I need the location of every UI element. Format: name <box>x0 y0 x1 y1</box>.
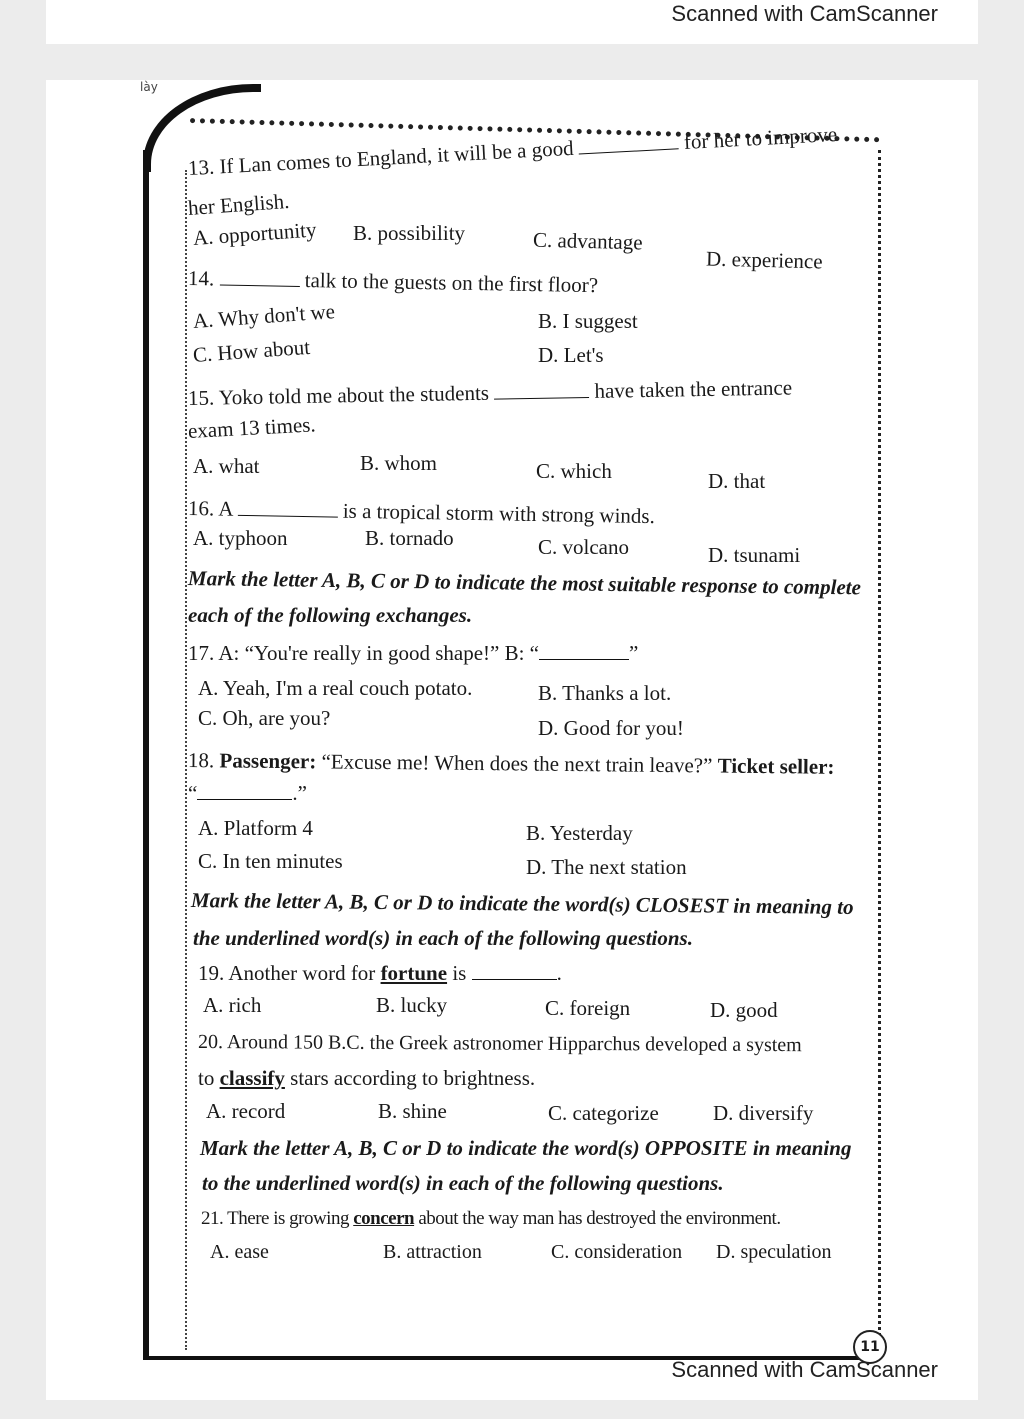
q18-number: 18. <box>187 748 215 773</box>
q18-passenger-label: Passenger: <box>219 748 317 774</box>
q20-text-b: to <box>198 1066 215 1090</box>
q15-text-a: 15. Yoko told me about the students <box>187 380 490 410</box>
corner-mark: lày <box>140 80 158 94</box>
watermark-bottom: Scanned with CamScanner <box>671 1357 938 1382</box>
q20-option-d: D. diversify <box>713 1101 814 1125</box>
q21-underlined-word: concern <box>353 1208 415 1229</box>
page-number-badge: 11 <box>853 1330 887 1364</box>
q14-option-c: C. How about <box>192 334 311 367</box>
q20-text-c: stars according to brightness. <box>290 1066 536 1090</box>
q14-option-a: A. Why don't we <box>192 299 336 333</box>
q16-option-b: B. tornado <box>365 526 454 550</box>
q19-option-c: C. foreign <box>545 996 631 1020</box>
instruction-2-line-1: Mark the letter A, B, C or D to indicate the word(s) CLOSEST in meaning to <box>190 888 854 919</box>
instruction-3-line-1: Mark the letter A, B, C or D to indicate the word(s) OPPOSITE in meaning <box>200 1136 852 1160</box>
instruction-1-line-2: each of the following exchanges. <box>188 603 473 627</box>
q20-option-b: B. shine <box>378 1099 447 1123</box>
q18-option-b: B. Yesterday <box>526 821 633 845</box>
q20-option-c: C. categorize <box>548 1101 659 1125</box>
question-19 <box>198 960 562 986</box>
instruction-1-line-1: Mark the letter A, B, C or D to indicate the most suitable response to complete <box>187 566 862 600</box>
q16-text-a: 16. A <box>187 496 233 521</box>
q15-option-c: C. which <box>536 459 612 483</box>
frame-inner-dots <box>185 170 187 1350</box>
q18-open-quote: “ <box>188 781 198 805</box>
q20-line-2 <box>198 1065 535 1091</box>
q20-option-a: A. record <box>206 1099 286 1123</box>
q18-option-d: D. The next station <box>526 855 687 879</box>
q16-option-c: C. volcano <box>538 535 629 559</box>
q17-blank <box>539 640 629 660</box>
q19-option-b: B. lucky <box>376 993 448 1017</box>
q15-blank <box>494 378 589 400</box>
q19-text-b: is <box>452 961 467 985</box>
q17-option-b: B. Thanks a lot. <box>538 681 672 705</box>
q20-underlined-word: classify <box>219 1066 285 1090</box>
q14-number: 14. <box>187 266 215 291</box>
q13-option-d: D. experience <box>705 246 823 274</box>
q21-option-c: C. consideration <box>551 1241 683 1263</box>
q17-text-b: ” <box>629 641 639 665</box>
q14-text: talk to the guests on the first floor? <box>304 268 599 298</box>
q19-underlined-word: fortune <box>380 961 448 985</box>
q18-close-quote: .” <box>292 781 307 805</box>
q14-option-d: D. Let's <box>538 343 604 367</box>
q20-text-a: 20. Around 150 B.C. the Greek astronomer Hipparchus developed a system <box>197 1031 802 1057</box>
q16-text-b: is a tropical storm with strong winds. <box>342 498 656 529</box>
question-21 <box>201 1207 781 1231</box>
q13-blank <box>578 129 679 154</box>
q21-option-b: B. attraction <box>383 1241 482 1263</box>
q21-option-a: A. ease <box>210 1241 269 1263</box>
watermark-top: Scanned with CamScanner <box>671 1 938 26</box>
q17-text-a: 17. A: “You're really in good shape!” B: “ <box>188 641 540 665</box>
q19-option-a: A. rich <box>203 993 262 1017</box>
q13-text-b: for her to improve <box>683 121 838 154</box>
q16-blank <box>237 496 337 518</box>
q15-option-b: B. whom <box>360 451 438 475</box>
instruction-3-line-2: to the underlined word(s) in each of the following questions. <box>202 1171 724 1195</box>
question-17 <box>188 640 638 666</box>
q19-text-a: 19. Another word for <box>198 961 376 985</box>
q13-option-c: C. advantage <box>532 227 643 255</box>
q21-text-b: about the way man has destroyed the environment. <box>418 1208 781 1229</box>
q19-period: . <box>556 961 562 985</box>
q19-option-d: D. good <box>710 998 778 1022</box>
q17-option-a: A. Yeah, I'm a real couch potato. <box>198 676 473 700</box>
q15-text-b: have taken the entrance <box>594 375 793 403</box>
q18-option-c: C. In ten minutes <box>198 849 343 873</box>
q16-option-a: A. typhoon <box>193 526 288 550</box>
q18-ticket-seller-label: Ticket seller: <box>717 753 835 779</box>
q17-option-c: C. Oh, are you? <box>198 706 331 730</box>
q13-option-b: B. possibility <box>353 221 466 245</box>
q18-blank <box>197 780 292 800</box>
q14-blank <box>219 266 299 287</box>
q21-text-a: 21. There is growing <box>201 1208 349 1229</box>
q15-option-a: A. what <box>193 454 260 478</box>
q17-option-d: D. Good for you! <box>538 716 684 740</box>
q15-option-d: D. that <box>708 469 766 493</box>
q19-blank <box>472 960 557 980</box>
q13-option-a: A. opportunity <box>192 217 318 250</box>
q15-text-c: exam 13 times. <box>187 412 317 443</box>
q16-option-d: D. tsunami <box>708 543 801 567</box>
q18-answer-line <box>188 780 307 806</box>
q14-option-b: B. I suggest <box>538 309 638 333</box>
q13-text-a: 13. If Lan comes to England, it will be a good <box>187 135 575 180</box>
q13-text-c: her English. <box>187 188 291 220</box>
q21-option-d: D. speculation <box>716 1241 832 1263</box>
instruction-2-line-2: the underlined word(s) in each of the following questions. <box>193 926 693 950</box>
q18-option-a: A. Platform 4 <box>198 816 313 840</box>
q18-passenger-text: “Excuse me! When does the next train leave?” <box>321 749 713 778</box>
